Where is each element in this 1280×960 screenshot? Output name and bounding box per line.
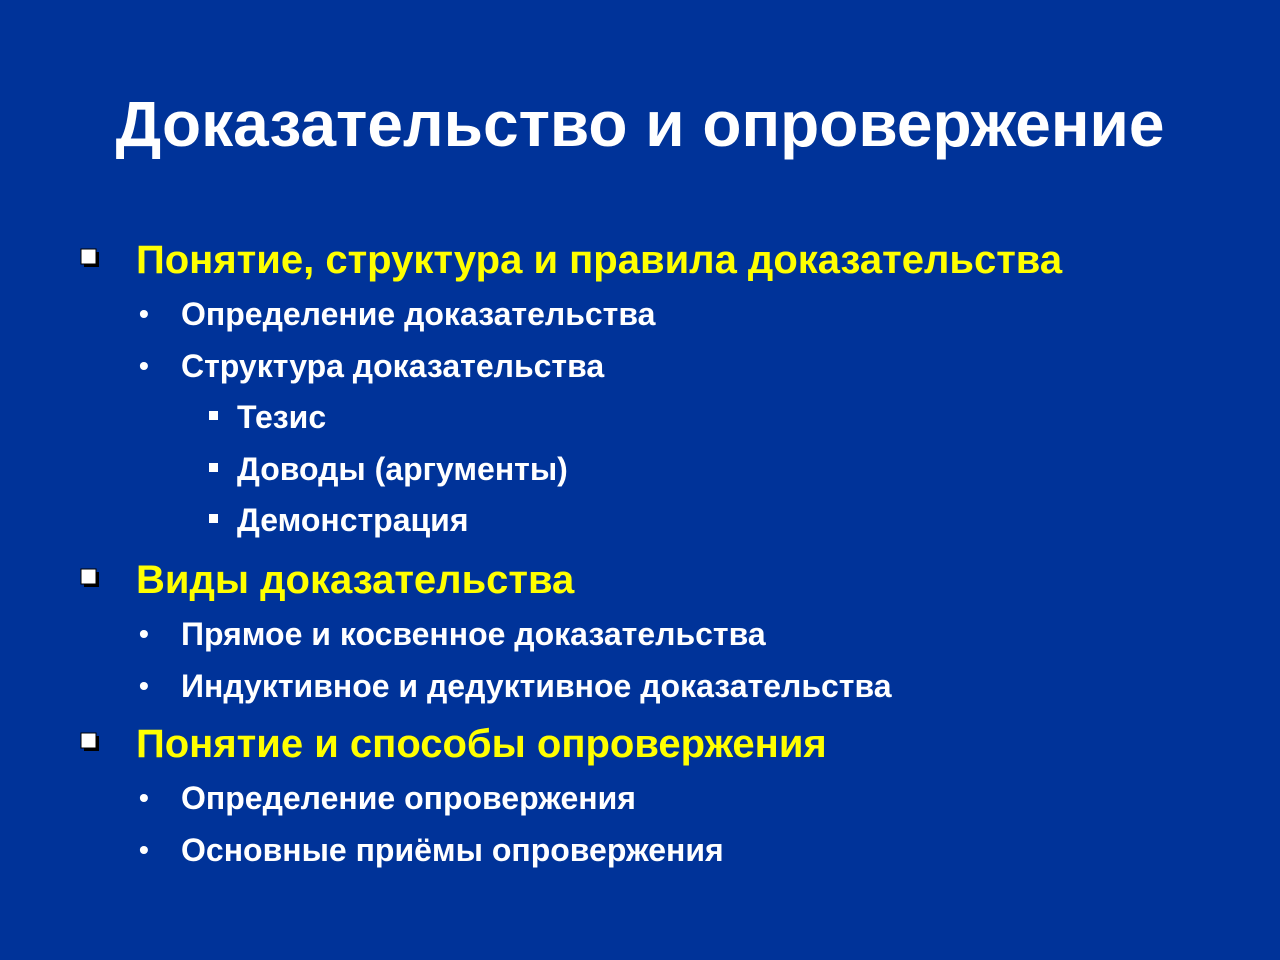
dot-bullet-icon: • xyxy=(139,298,149,329)
list-item: • Прямое и косвенное доказательства xyxy=(139,616,766,652)
list-item: • Определение доказательства xyxy=(139,296,656,332)
slide-title: Доказательство и опровержение xyxy=(115,88,1165,160)
section-heading: Виды доказательства xyxy=(136,556,574,604)
section-heading: Понятие, структура и правила доказательства xyxy=(136,236,1062,284)
list-item: • Структура доказательства xyxy=(139,348,605,384)
dot-bullet-icon: • xyxy=(139,834,149,865)
list-item: • Определение опровержения xyxy=(139,780,636,816)
dot-bullet-icon: • xyxy=(139,782,149,813)
checkbox-bullet-icon xyxy=(80,248,100,268)
list-item: • Основные приёмы опровержения xyxy=(139,832,724,868)
square-bullet-icon xyxy=(209,514,218,523)
section-heading: Понятие и способы опровержения xyxy=(136,720,827,768)
sub-list-item: Доводы (аргументы) xyxy=(237,449,568,489)
dot-bullet-icon: • xyxy=(139,670,149,701)
square-bullet-icon xyxy=(209,411,218,420)
sub-list-item: Демонстрация xyxy=(237,500,469,540)
square-bullet-icon xyxy=(209,463,218,472)
dot-bullet-icon: • xyxy=(139,618,149,649)
dot-bullet-icon: • xyxy=(139,350,149,381)
checkbox-bullet-icon xyxy=(80,732,100,752)
list-item: • Индуктивное и дедуктивное доказательства xyxy=(139,668,892,704)
sub-list-item: Тезис xyxy=(237,397,326,437)
checkbox-bullet-icon xyxy=(80,568,100,588)
